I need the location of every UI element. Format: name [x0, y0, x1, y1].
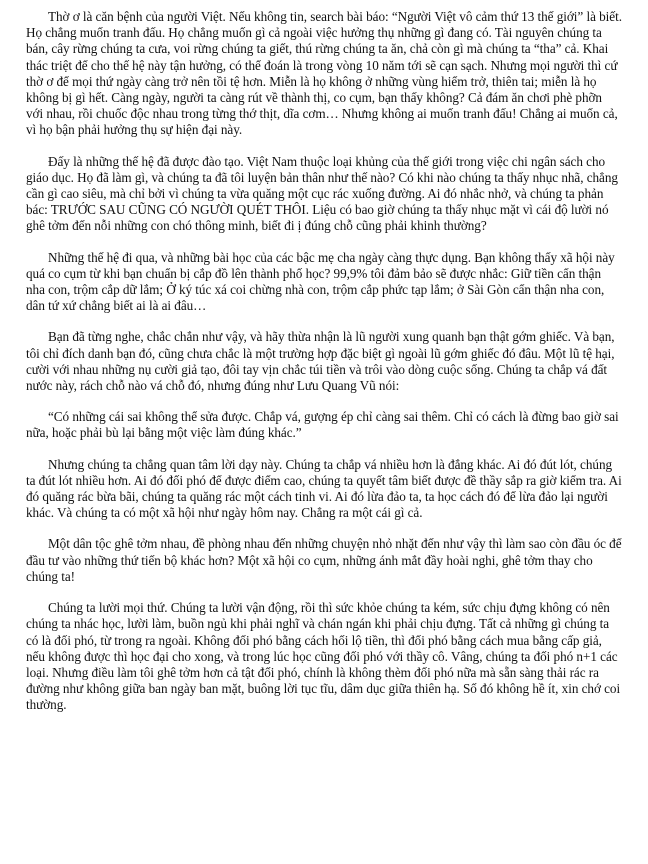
paragraph-8: Chúng ta lười mọi thứ. Chúng ta lười vận động, rồi thì sức khỏe chúng ta kém, sức chịu đựng không có nên chúng ta nhác học, lười làm, buồn ngủ khi phải nghĩ và chán ngán khi phải chịu đựng. Tất cả những gì chúng ta có là đối phó, từ trong ra ngoài. Không đối phó bằng cách hối lộ tiền, thì đối phó bằng cách mua bằng cấp giả, nếu không được thì học đại cho xong, và trong lúc học cũng đối phó với thầy cô. Vâng, chúng ta đối phó n+1 các loại. Nhưng điều làm tôi ghê tởm hơn cả tật đối phó, chính là không thèm đối phó nữa mà sẵn sàng thải rác ra đường như không giữa ban ngày ban mặt, buông lời tục tĩu, dâm dục giữa thiên hạ. Số đó không hề ít, xin chớ coi thường. [26, 600, 621, 713]
paragraph-3: Những thế hệ đi qua, và những bài học của các bậc mẹ cha ngày càng thực dụng. Bạn không thấy xã hội này quá co cụm từ khi bạn chuẩn bị cắp đồ lên thành phố học? 99,9% tôi đảm bảo sẽ được nhắc: Giữ tiền cẩn thận nha con, trộm cắp dữ lắm; Ở ký túc xá coi chừng nhà con, trộm cắp phức tạp lắm; ở Sài Gòn cẩn thận nha con, dân tứ xứ chẳng biết ai là ai đâu… [26, 249, 615, 314]
paragraph-4: Bạn đã từng nghe, chắc chắn như vậy, và hãy thừa nhận là lũ người xung quanh bạn thật gớm ghiếc. Và bạn, tôi chỉ đích danh bạn đó, cũng chưa chắc là một trường hợp đặc biệt gì ngoài lũ gớm ghiếc đó đâu. Một lũ tệ hại, cười với nhau những nụ cười giả tạo, đôi tay vịn chắc túi tiền và trôi vào dòng cuộc sống. Chúng ta chắp vá đất nước này, rách chỗ nào vá chỗ đó, nhưng đúng như Lưu Quang Vũ nói: [26, 329, 615, 394]
paragraph-7: Một dân tộc ghê tởm nhau, đề phòng nhau đến những chuyện nhỏ nhặt đến như vậy thì làm sao còn đầu óc để đầu tư vào những thứ tiến bộ khác hơn? Một xã hội co cụm, những ánh mắt đầy hoài nghi, ghê tởm thay cho chúng ta! [26, 536, 622, 584]
paragraph-1: Thờ ơ là căn bệnh của người Việt. Nếu không tin, search bài báo: “Người Việt vô cảm thứ 13 thế giới” là biết. Họ chẳng muốn tranh đấu. Họ chẳng muốn gì cả ngoài việc hưởng thụ những gì đang có. Tài nguyên chúng ta bán, cây rừng chúng ta cưa, voi rừng chúng ta giết, thú rừng chúng ta ăn, chả còn gì mà chúng ta “tha” cả. Khai thác triệt để cho thế hệ này tận hưởng, có thể đoán là trong vòng 10 năm tới sẽ cạn sạch. Nhưng mọi người thì cứ thờ ơ để mọi thứ ngày càng trở nên tồi tệ hơn. Miễn là họ không ở những vùng hiểm trở, thiên tai; miễn là họ không bị gì hết. Càng ngày, người ta càng rút về thành thị, co cụm, bạn thấy không? Cả đám ăn chơi phè phỡn với nhau, rồi chuốc độc nhau trong từng thớ thịt, dĩa cơm… Nhưng không ai muốn tranh đấu! Chẳng ai muốn cả, vì họ bận phải hưởng thụ sự hiện đại này. [26, 9, 622, 138]
paragraph-2: Đấy là những thế hệ đã được đào tạo. Việt Nam thuộc loại khủng của thế giới trong việc chi ngân sách cho giáo dục. Họ đã làm gì, và chúng ta đã tôi luyện bản thân như thế nào? Có khi nào chúng ta thấy nhục nhã, chẳng cần gì cao siêu, mà chỉ bởi vì chúng ta vừa quăng một cục rác xuống đường. Ai đó nhắc nhở, và chúng ta phản bác: TRƯỚC SAU CŨNG CÓ NGƯỜI QUÉT THÔI. Liệu có bao giờ chúng ta thấy nhục mặt vì cái độ lười nó ghê tởm đến nỗi những con chó thông minh, biết đi ị đúng chỗ cũng phải khinh thường? [26, 153, 618, 234]
paragraph-6: Nhưng chúng ta chẳng quan tâm lời dạy này. Chúng ta chắp vá nhiều hơn là đắng khác. Ai đó đút lót, chúng ta đút lót nhiều hơn. Ai đó đối phó để được điểm cao, chúng ta quyết tâm biết được đề thầy sắp ra giờ kiểm tra. Ai đó quăng rác bừa bãi, chúng ta quăng rác một cách tinh vi. Ai đó lừa đảo ta, ta học cách đó để lừa đảo lại người khác. Và chúng ta có một xã hội như ngày hôm nay. Chẳng ra một cái gì cả. [26, 456, 622, 521]
quote-paragraph: “Có những cái sai không thể sửa được. Chắp vá, gượng ép chỉ càng sai thêm. Chỉ có cách là đừng bao giờ sai nữa, hoặc phải bù lại bằng một việc làm đúng khác.” [26, 409, 619, 441]
